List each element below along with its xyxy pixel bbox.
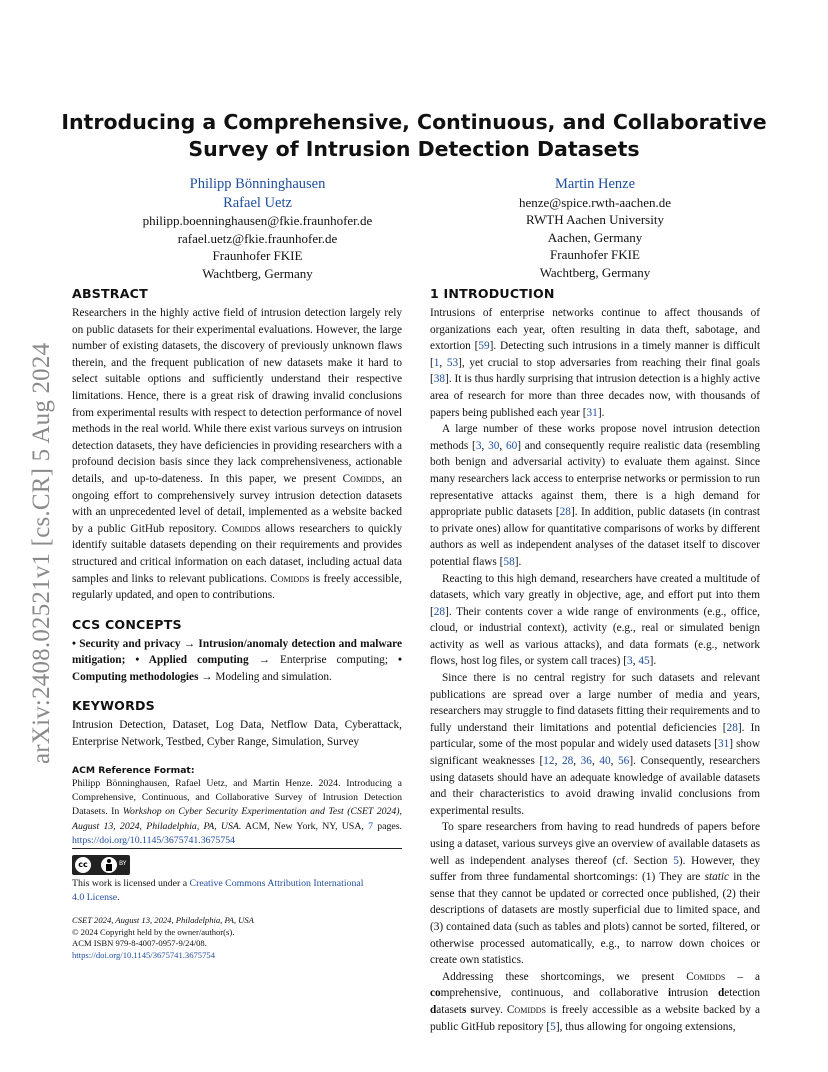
citation-link[interactable]: 45 — [638, 655, 650, 668]
license-text: This work is licensed under a Creative Commons Attribution International 4.0 License. — [72, 878, 364, 903]
intro-paragraph-1: Intrusions of enterprise networks continue to affect thousands of organizations each year, often resulting in data theft, sabotage, and extortion [59]. Detecting such intrusions in a timely manner is difficult [1, 53], yet crucial to stop adversaries from reaching their final goals [38]. It is thus hardly surprising that intrusion detection is a highly active area of research for more than three decades now, with thousands of papers being published each year [31]. — [430, 307, 760, 419]
citation-link[interactable]: 40 — [599, 755, 611, 768]
author-name-boenninghausen[interactable]: Philipp Bönninghausen — [189, 176, 326, 192]
citation-link[interactable]: 3 — [627, 655, 633, 668]
intro-paragraph-2: A large number of these works propose novel intrusion detection methods [3, 30, 60] and consequently require realistic data (resembling both benign and adversarial activity) to evaluate them against. Since many researchers lack access to enterprise networks or permission to run representative attacks against them, there is a high demand for appropriate public datasets [28]. In addition, public datasets (in contrast to private ones) allow for quantitative comparisons of works by different authors as well as independent analyses of the dataset itself to discover potential flaws [58]. — [430, 423, 760, 568]
ccs-text: • Security and privacy → Intrusion/anomaly detection and malware mitigation; • Applied computing → Enterprise computing; • Computing methodologies → Modeling and simulation. — [72, 637, 402, 683]
person-icon — [101, 857, 117, 873]
copyright-line: © 2024 Copyright held by the owner/author(s). — [72, 926, 235, 937]
by-label: BY — [119, 860, 127, 867]
introduction-heading: 1 INTRODUCTION — [430, 286, 555, 301]
citation-link[interactable]: 28 — [726, 721, 738, 734]
comidds-name: Comidds — [686, 970, 726, 983]
section-link[interactable]: 5 — [673, 854, 679, 867]
comidds-name: Comidds — [506, 1003, 546, 1016]
author-email-henze: henze@spice.rwth-aachen.de — [518, 194, 671, 210]
title-line-2: Survey of Intrusion Detection Datasets — [188, 137, 640, 161]
author-location: Wachtberg, Germany — [202, 265, 313, 281]
citation-link[interactable]: 28 — [559, 506, 571, 519]
citation-link[interactable]: 31 — [586, 406, 598, 419]
author-affiliation-rwth: RWTH Aachen University — [526, 212, 664, 227]
isbn-line: ACM ISBN 979-8-4007-0957-9/24/08. — [72, 938, 207, 948]
pages-link[interactable]: 7 — [368, 820, 373, 832]
cc-by-license-badge[interactable] — [72, 855, 130, 875]
conference-info — [72, 915, 392, 961]
license-link[interactable]: Creative Commons Attribution International 4.0 License — [72, 878, 364, 903]
acm-ref-text: Philipp Bönninghausen, Rafael Uetz, and Martin Henze. 2024. Introducing a Comprehensive, Continuous, and Collaborative Survey of Intrusion Detection Datasets. In Workshop on Cyber Security Experimentation and Test (CSET 2024), August 13, 2024, Philadelphia, PA, USA. ACM, New York, NY, USA, 7 pages. https://doi.org/10.1145/3675741.3675754 — [72, 777, 402, 847]
comidds-name: Comidds — [342, 472, 382, 485]
cc-icon: cc — [75, 857, 91, 873]
citation-link[interactable]: 12 — [543, 755, 555, 768]
citation-link[interactable]: 28 — [433, 605, 446, 618]
author-name-uetz[interactable]: Rafael Uetz — [223, 194, 292, 211]
citation-link[interactable]: 53 — [446, 356, 459, 369]
footnote-rule — [72, 848, 402, 849]
citation-link[interactable]: 59 — [478, 340, 490, 353]
citation-link[interactable]: 56 — [618, 755, 630, 768]
arxiv-identifier: arXiv:2408.02521v1 [cs.CR] 5 Aug 2024 — [28, 342, 55, 764]
author-affiliation: Fraunhofer FKIE — [212, 248, 303, 263]
citation-link[interactable]: 31 — [717, 738, 730, 751]
author-location-aachen: Aachen, Germany — [547, 229, 643, 245]
left-column — [72, 286, 402, 849]
author-location-wachtberg: Wachtberg, Germany — [539, 264, 651, 280]
citation-link[interactable]: 30 — [488, 439, 500, 452]
citation-link[interactable]: 36 — [580, 755, 592, 768]
author-email-uetz: rafael.uetz@fkie.fraunhofer.de — [177, 230, 338, 246]
keywords-text: Intrusion Detection, Dataset, Log Data, Netflow Data, Cyberattack, Enterprise Network, Testbed, Cyber Range, Simulation, Survey — [72, 719, 402, 749]
author-block-left — [90, 175, 425, 282]
author-affiliation-fkie: Fraunhofer FKIE — [550, 247, 640, 262]
citation-link[interactable]: 58 — [503, 555, 515, 568]
abstract-heading: ABSTRACT — [72, 286, 148, 301]
citation-link[interactable]: 60 — [505, 439, 518, 452]
author-name-henze[interactable]: Martin Henze — [554, 176, 636, 192]
right-column — [430, 286, 760, 1035]
author-email-boenninghausen: philipp.boenninghausen@fkie.fraunhofer.de — [142, 213, 373, 228]
title-line-1: Introducing a Comprehensive, Continuous, and Collaborative — [61, 110, 767, 134]
paper-title — [60, 109, 768, 163]
citation-link[interactable]: 3 — [475, 439, 482, 452]
author-block-right — [415, 175, 775, 281]
citation-link[interactable]: 28 — [561, 755, 574, 768]
acm-ref-heading: ACM Reference Format: — [72, 764, 195, 776]
comidds-name: Comidds — [270, 572, 310, 585]
citation-link[interactable]: 38 — [433, 373, 446, 386]
intro-paragraph-6: Addressing these shortcomings, we present Comidds – a comprehensive, continuous, and collaborative intrusion detection datasets survey. Comidds is freely accessible as a website backed by a public GitHub repository [5], thus allowing for ongoing extensions, — [430, 970, 760, 1033]
abstract-text: Researchers in the highly active field of intrusion detection largely rely on public datasets for their experimental evaluations. However, the large number of existing datasets, the discovery of previously unknown flaws therein, and the frequent publication of new datasets make it hard to select suitable options and sufficiently understand their respective limitations. Hence, there is a great risk of drawing invalid conclusions from experimental results with respect to detection performance of novel methods in the real world. While there exist various surveys on intrusion detection datasets, they have deficiencies in providing researchers with a profound decision basis since they lack comprehensiveness, actionable details, and up-to-dateness. In this paper, we present Comidds, an ongoing effort to comprehensively survey intrusion detection datasets with an unprecedented level of detail, implemented as a website backed by a public GitHub repository. Comidds allows researchers to quickly identify suitable datasets depending on their requirements and provides structured and critical information on each dataset, including actual data samples and links to relevant publications. Comidds is freely accessible, regularly updated, and open to contributions. — [72, 307, 403, 602]
conference-line: CSET 2024, August 13, 2024, Philadelphia, PA, USA — [72, 915, 254, 925]
ccs-heading: CCS CONCEPTS — [72, 616, 182, 632]
citation-link[interactable]: 5 — [550, 1020, 556, 1033]
doi-link[interactable]: https://doi.org/10.1145/3675741.3675754 — [72, 835, 236, 847]
comidds-name: Comidds — [221, 522, 261, 535]
intro-paragraph-5: To spare researchers from having to read hundreds of papers before using a dataset, various surveys give an overview of available datasets as well as independent analyses thereof (cf. Section 5). However, they suffer from three fundamental shortcomings: (1) They are static in the sense that they cannot be updated or corrected once published, (2) their descriptions of datasets are mostly superficial due to limited space, and (3) contained data (such as tables and plots) cannot be sorted, filtered, or otherwise processed automatically, e.g., to narrow down choices or create own statistics. — [430, 821, 761, 967]
keywords-heading: KEYWORDS — [72, 698, 155, 714]
citation-link[interactable]: 1 — [433, 356, 440, 369]
conference-doi-link[interactable]: https://doi.org/10.1145/3675741.3675754 — [72, 949, 215, 960]
intro-paragraph-3: Reacting to this high demand, researchers have created a multitude of datasets, which vary greatly in objective, age, and effort put into them [28]. Their contents cover a wide range of environments (e.g., office, cloud, or industrial context), activity (e.g., real or simulated benign activity as well as various attacks), and data formats (e.g., network flows, host log files, or system call traces) [3, 45]. — [430, 572, 760, 668]
intro-paragraph-4: Since there is no central registry for such datasets and relevant publications are spread over a large number of media and years, researchers may struggle to find datasets fitting their requirements and to fully understand their limitations and potential deficiencies [28]. In particular, some of the most popular and widely used datasets [31] show significant weaknesses [12, 28, 36, 40, 56]. Consequently, researchers using datasets should have an adequate knowledge of available datasets and their characteristics to avoid drawing invalid conclusions from experimental results. — [430, 672, 761, 817]
